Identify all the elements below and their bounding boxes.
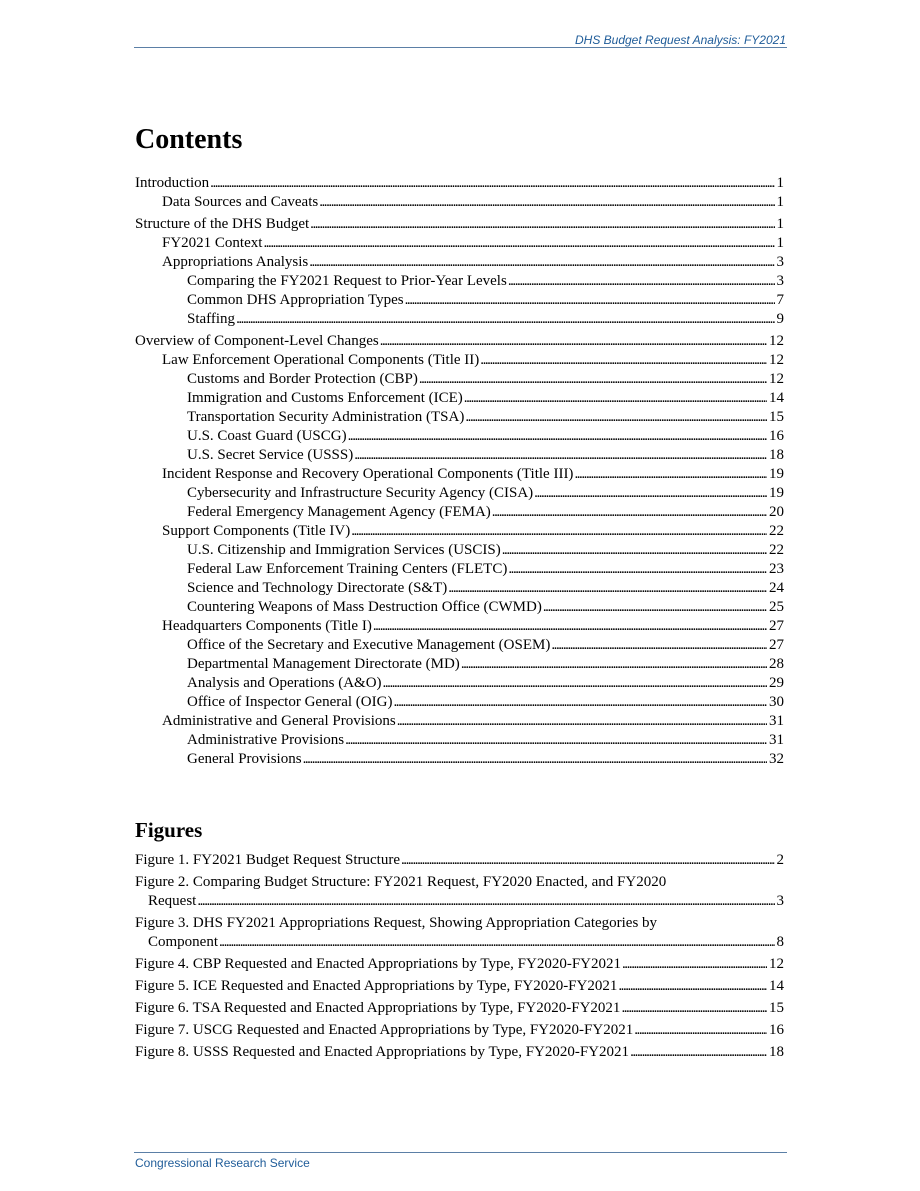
toc-entry[interactable] bbox=[135, 731, 784, 750]
dot-leader bbox=[380, 332, 767, 351]
toc-entry-page: 27 bbox=[769, 618, 784, 634]
dot-leader bbox=[219, 933, 775, 952]
dot-leader bbox=[354, 446, 767, 465]
toc-entry[interactable] bbox=[135, 427, 784, 446]
toc-entry[interactable] bbox=[135, 272, 784, 291]
dot-leader bbox=[373, 617, 767, 636]
toc-entry[interactable] bbox=[135, 193, 784, 212]
toc-entry-label: U.S. Coast Guard (USCG) bbox=[187, 428, 347, 444]
dot-leader bbox=[508, 272, 775, 291]
figure-entry-line bbox=[135, 955, 784, 974]
toc-entry-page: 25 bbox=[769, 599, 784, 615]
toc-entry[interactable] bbox=[135, 291, 784, 310]
dot-leader bbox=[197, 892, 774, 911]
figure-entry[interactable] bbox=[135, 977, 784, 996]
toc-entry[interactable] bbox=[135, 541, 784, 560]
toc-entry-page: 15 bbox=[769, 409, 784, 425]
dot-leader bbox=[303, 750, 767, 769]
toc-entry-page: 27 bbox=[769, 637, 784, 653]
toc-entry-page: 7 bbox=[776, 292, 784, 308]
toc-entry-label: Departmental Management Directorate (MD) bbox=[187, 656, 460, 672]
toc-entry-page: 24 bbox=[769, 580, 784, 596]
dot-leader bbox=[310, 215, 774, 234]
toc-entry[interactable] bbox=[135, 253, 784, 272]
figure-entry[interactable] bbox=[135, 914, 784, 952]
dot-leader bbox=[401, 851, 775, 870]
toc-entry-label: Data Sources and Caveats bbox=[162, 194, 319, 210]
figure-entry-label-continued: Request bbox=[148, 893, 197, 909]
figure-entry-line bbox=[135, 999, 784, 1018]
toc-entry[interactable] bbox=[135, 310, 784, 329]
dot-leader bbox=[319, 193, 774, 212]
toc-entry-label: Federal Emergency Management Agency (FEMA) bbox=[187, 504, 491, 520]
figure-entry-page: 15 bbox=[769, 1000, 784, 1016]
toc-entry[interactable] bbox=[135, 389, 784, 408]
toc-entry-label: General Provisions bbox=[187, 751, 302, 767]
toc-entry-label: Comparing the FY2021 Request to Prior-Year Levels bbox=[187, 273, 507, 289]
toc-entry-page: 22 bbox=[769, 523, 784, 539]
figure-entry-label: Figure 4. CBP Requested and Enacted Appropriations by Type, FY2020-FY2021 bbox=[135, 956, 621, 972]
header-rule bbox=[134, 47, 787, 48]
toc-entry-label: FY2021 Context bbox=[162, 235, 263, 251]
dot-leader bbox=[630, 1043, 767, 1062]
figure-entry-label: Figure 8. USSS Requested and Enacted Appropriations by Type, FY2020-FY2021 bbox=[135, 1044, 630, 1060]
dot-leader bbox=[534, 484, 767, 503]
toc-entry-label: Office of the Secretary and Executive Management (OSEM) bbox=[187, 637, 551, 653]
toc-entry-page: 30 bbox=[769, 694, 784, 710]
figure-entry-label: Figure 5. ICE Requested and Enacted Appropriations by Type, FY2020-FY2021 bbox=[135, 978, 618, 994]
toc-entry[interactable] bbox=[135, 579, 784, 598]
toc-entry-label: U.S. Citizenship and Immigration Services (USCIS) bbox=[187, 542, 501, 558]
toc-entry[interactable] bbox=[135, 560, 784, 579]
dot-leader bbox=[393, 693, 767, 712]
dot-leader bbox=[397, 712, 767, 731]
toc-entry-page: 31 bbox=[769, 713, 784, 729]
toc-entry-page: 12 bbox=[769, 371, 784, 387]
dot-leader bbox=[309, 253, 774, 272]
toc-entry[interactable] bbox=[135, 332, 784, 351]
figure-entry-line bbox=[135, 851, 784, 870]
toc-entry-page: 20 bbox=[769, 504, 784, 520]
dot-leader bbox=[405, 291, 775, 310]
toc-entry-label: Customs and Border Protection (CBP) bbox=[187, 371, 418, 387]
dot-leader bbox=[419, 370, 767, 389]
figure-entry-label: Figure 1. FY2021 Budget Request Structure bbox=[135, 852, 400, 868]
dot-leader bbox=[634, 1021, 767, 1040]
contents-list bbox=[135, 174, 784, 769]
figure-entry[interactable] bbox=[135, 1021, 784, 1040]
toc-entry-page: 32 bbox=[769, 751, 784, 767]
figure-entry-label: Figure 6. TSA Requested and Enacted Appropriations by Type, FY2020-FY2021 bbox=[135, 1000, 621, 1016]
toc-entry-page: 16 bbox=[769, 428, 784, 444]
toc-entry-page: 31 bbox=[769, 732, 784, 748]
toc-entry-label: Transportation Security Administration (TSA) bbox=[187, 409, 465, 425]
figure-entry-continuation bbox=[135, 933, 784, 952]
toc-entry-page: 14 bbox=[769, 390, 784, 406]
toc-entry-page: 1 bbox=[776, 216, 784, 232]
toc-entry-label: Introduction bbox=[135, 175, 210, 191]
figure-entry-line bbox=[135, 977, 784, 996]
toc-entry[interactable] bbox=[135, 351, 784, 370]
figure-entry-label: Figure 3. DHS FY2021 Appropriations Request, Showing Appropriation Categories by bbox=[135, 915, 658, 931]
toc-entry[interactable] bbox=[135, 674, 784, 693]
toc-entry[interactable] bbox=[135, 215, 784, 234]
figure-entry[interactable] bbox=[135, 873, 784, 911]
toc-entry[interactable] bbox=[135, 617, 784, 636]
figure-entry[interactable] bbox=[135, 955, 784, 974]
figure-entry-page: 16 bbox=[769, 1022, 784, 1038]
dot-leader bbox=[480, 351, 767, 370]
dot-leader bbox=[502, 541, 767, 560]
figure-entry[interactable] bbox=[135, 851, 784, 870]
figure-entry-page: 8 bbox=[776, 934, 784, 950]
toc-entry-label: Administrative and General Provisions bbox=[162, 713, 396, 729]
toc-entry-page: 19 bbox=[769, 466, 784, 482]
dot-leader bbox=[543, 598, 767, 617]
toc-entry-label: Incident Response and Recovery Operational Components (Title III) bbox=[162, 466, 574, 482]
toc-entry-label: Cybersecurity and Infrastructure Security Agency (CISA) bbox=[187, 485, 534, 501]
figure-entry-label-continued: Component bbox=[148, 934, 218, 950]
dot-leader bbox=[210, 174, 774, 193]
figure-entry-label: Figure 2. Comparing Budget Structure: FY2021 Request, FY2020 Enacted, and FY2020 bbox=[135, 874, 667, 890]
contents-heading: Contents bbox=[135, 124, 243, 155]
toc-entry[interactable] bbox=[135, 522, 784, 541]
dot-leader bbox=[574, 465, 767, 484]
dot-leader bbox=[263, 234, 774, 253]
figures-list bbox=[135, 851, 784, 1065]
toc-entry-label: Appropriations Analysis bbox=[162, 254, 309, 270]
figure-entry-continuation bbox=[135, 892, 784, 911]
toc-entry-page: 9 bbox=[776, 311, 784, 327]
figure-entry-line bbox=[135, 1043, 784, 1062]
toc-entry-label: Science and Technology Directorate (S&T) bbox=[187, 580, 448, 596]
figures-heading: Figures bbox=[135, 818, 203, 842]
figure-entry-line bbox=[135, 1021, 784, 1040]
dot-leader bbox=[448, 579, 767, 598]
dot-leader bbox=[492, 503, 767, 522]
toc-entry[interactable] bbox=[135, 598, 784, 617]
toc-entry[interactable] bbox=[135, 503, 784, 522]
figure-entry[interactable] bbox=[135, 1043, 784, 1062]
toc-entry-page: 1 bbox=[776, 175, 784, 191]
toc-entry-page: 3 bbox=[776, 273, 784, 289]
dot-leader bbox=[236, 310, 774, 329]
toc-entry-label: Overview of Component-Level Changes bbox=[135, 333, 379, 349]
figure-entry[interactable] bbox=[135, 999, 784, 1018]
dot-leader bbox=[551, 636, 767, 655]
footer-organization: Congressional Research Service bbox=[135, 1156, 310, 1170]
dot-leader bbox=[348, 427, 767, 446]
toc-entry[interactable] bbox=[135, 693, 784, 712]
toc-entry-page: 3 bbox=[776, 254, 784, 270]
toc-entry[interactable] bbox=[135, 655, 784, 674]
toc-entry-page: 22 bbox=[769, 542, 784, 558]
dot-leader bbox=[345, 731, 767, 750]
dot-leader bbox=[383, 674, 767, 693]
toc-entry-page: 12 bbox=[769, 333, 784, 349]
toc-entry-page: 12 bbox=[769, 352, 784, 368]
dot-leader bbox=[465, 408, 767, 427]
toc-entry-label: Common DHS Appropriation Types bbox=[187, 292, 404, 308]
toc-entry-page: 29 bbox=[769, 675, 784, 691]
dot-leader bbox=[621, 999, 767, 1018]
toc-entry[interactable] bbox=[135, 636, 784, 655]
dot-leader bbox=[461, 655, 767, 674]
figure-entry-page: 12 bbox=[769, 956, 784, 972]
toc-entry[interactable] bbox=[135, 750, 784, 769]
figure-entry-page: 14 bbox=[769, 978, 784, 994]
toc-entry-label: Administrative Provisions bbox=[187, 732, 345, 748]
dot-leader bbox=[351, 522, 767, 541]
toc-entry[interactable] bbox=[135, 484, 784, 503]
dot-leader bbox=[622, 955, 767, 974]
toc-entry-label: Headquarters Components (Title I) bbox=[162, 618, 372, 634]
toc-entry-page: 18 bbox=[769, 447, 784, 463]
running-header: DHS Budget Request Analysis: FY2021 bbox=[574, 33, 786, 47]
toc-entry-page: 23 bbox=[769, 561, 784, 577]
toc-entry[interactable] bbox=[135, 465, 784, 484]
toc-entry-label: Staffing bbox=[187, 311, 236, 327]
figure-entry-label: Figure 7. USCG Requested and Enacted Appropriations by Type, FY2020-FY2021 bbox=[135, 1022, 634, 1038]
toc-entry-page: 19 bbox=[769, 485, 784, 501]
toc-entry-page: 1 bbox=[776, 235, 784, 251]
dot-leader bbox=[464, 389, 767, 408]
toc-entry-label: Federal Law Enforcement Training Centers (FLETC) bbox=[187, 561, 508, 577]
toc-entry[interactable] bbox=[135, 370, 784, 389]
figure-entry-page: 3 bbox=[776, 893, 784, 909]
toc-entry[interactable] bbox=[135, 234, 784, 253]
toc-entry-page: 1 bbox=[776, 194, 784, 210]
dot-leader bbox=[618, 977, 767, 996]
toc-entry-label: Immigration and Customs Enforcement (ICE) bbox=[187, 390, 463, 406]
toc-entry[interactable] bbox=[135, 408, 784, 427]
figure-entry-page: 18 bbox=[769, 1044, 784, 1060]
toc-entry[interactable] bbox=[135, 446, 784, 465]
toc-entry-label: Support Components (Title IV) bbox=[162, 523, 351, 539]
toc-entry-label: Law Enforcement Operational Components (Title II) bbox=[162, 352, 480, 368]
toc-entry-label: Structure of the DHS Budget bbox=[135, 216, 310, 232]
toc-entry-label: U.S. Secret Service (USSS) bbox=[187, 447, 354, 463]
toc-entry[interactable] bbox=[135, 174, 784, 193]
figure-entry-page: 2 bbox=[776, 852, 784, 868]
toc-entry-label: Countering Weapons of Mass Destruction Office (CWMD) bbox=[187, 599, 542, 615]
toc-entry-label: Analysis and Operations (A&O) bbox=[187, 675, 382, 691]
toc-entry[interactable] bbox=[135, 712, 784, 731]
toc-entry-label: Office of Inspector General (OIG) bbox=[187, 694, 393, 710]
toc-entry-page: 28 bbox=[769, 656, 784, 672]
dot-leader bbox=[508, 560, 767, 579]
footer-rule bbox=[134, 1152, 787, 1153]
